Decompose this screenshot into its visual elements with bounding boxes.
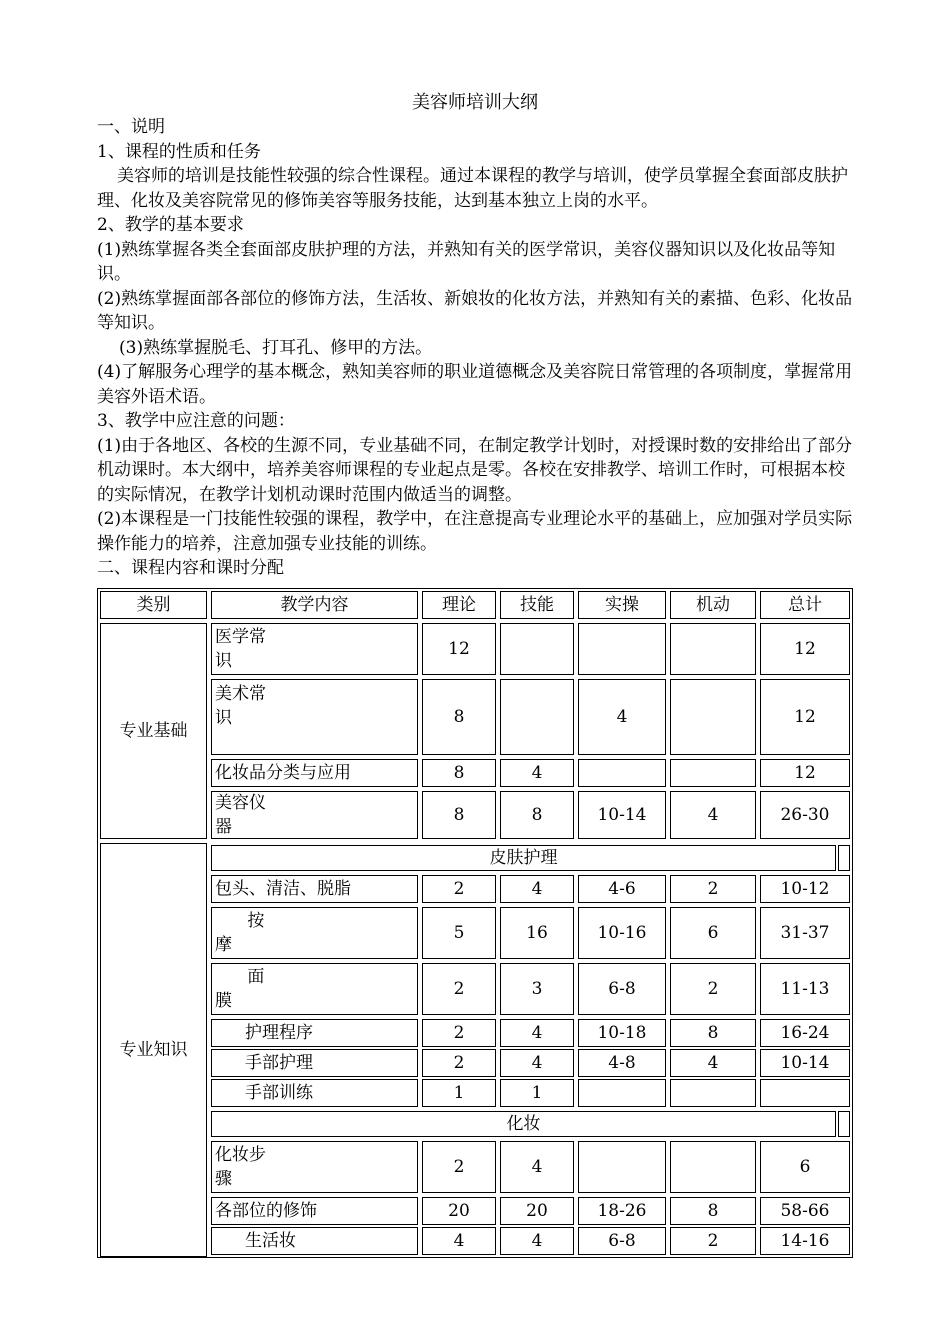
total-cell: 16-24 (760, 1019, 850, 1047)
paragraph: (3)熟练掌握脱毛、打耳孔、修甲的方法。 (119, 337, 433, 358)
flex-cell (670, 1079, 756, 1107)
total-cell: 12 (760, 679, 850, 755)
content-cell: 医学常 识 (211, 623, 418, 675)
skill-cell: 16 (500, 907, 574, 959)
flex-cell: 8 (670, 1197, 756, 1225)
content-cell: 面 膜 (211, 963, 418, 1015)
content-cell: 美容仪 器 (211, 791, 418, 839)
theory-cell: 4 (422, 1227, 496, 1255)
content-cell: 化妆步 骤 (211, 1141, 418, 1193)
practice-cell: 6-8 (578, 1227, 666, 1255)
practice-cell: 4-6 (578, 875, 666, 903)
document-body (97, 115, 857, 581)
content-cell: 各部位的修饰 (211, 1197, 418, 1225)
practice-cell: 6-8 (578, 963, 666, 1015)
course-hours-table (97, 588, 853, 1258)
header-content: 教学内容 (211, 591, 418, 619)
practice-cell: 4-8 (578, 1049, 666, 1077)
total-cell: 26-30 (760, 791, 850, 839)
skill-cell: 4 (500, 759, 574, 787)
practice-cell (578, 759, 666, 787)
skill-cell: 4 (500, 875, 574, 903)
flex-cell: 6 (670, 907, 756, 959)
skill-cell: 1 (500, 1079, 574, 1107)
theory-cell: 8 (422, 759, 496, 787)
total-cell: 58-66 (760, 1197, 850, 1225)
section-header: 化妆 (211, 1111, 836, 1137)
theory-cell: 8 (422, 791, 496, 839)
skill-cell: 3 (500, 963, 574, 1015)
flex-cell: 4 (670, 791, 756, 839)
total-cell (760, 1079, 850, 1107)
header-theory: 理论 (422, 591, 496, 619)
section-stub (838, 845, 850, 871)
paragraph: (1)熟练掌握各类全套面部皮肤护理的方法，并熟知有关的医学常识，美容仪器知识以及化妆品等知识。 (97, 239, 836, 284)
practice-cell: 10-18 (578, 1019, 666, 1047)
paragraph: (4)了解服务心理学的基本概念，熟知美容师的职业道德概念及美容院日常管理的各项制度，掌握常用美容外语术语。 (97, 362, 853, 407)
theory-cell: 2 (422, 963, 496, 1015)
content-cell: 手部护理 (211, 1049, 418, 1077)
content-cell: 包头、清洁、脱脂 (211, 875, 418, 903)
practice-cell (578, 1141, 666, 1193)
header-practice: 实操 (578, 591, 666, 619)
skill-cell (500, 623, 574, 675)
skill-cell: 4 (500, 1141, 574, 1193)
skill-cell: 20 (500, 1197, 574, 1225)
total-cell: 12 (760, 759, 850, 787)
skill-cell: 8 (500, 791, 574, 839)
document-title: 美容师培训大纲 (412, 92, 538, 113)
theory-cell: 8 (422, 679, 496, 755)
content-cell: 按 摩 (211, 907, 418, 959)
category-cell: 专业知识 (100, 843, 207, 1257)
theory-cell: 12 (422, 623, 496, 675)
header-flex: 机动 (670, 591, 756, 619)
category-cell: 专业基础 (100, 623, 207, 839)
skill-cell (500, 679, 574, 755)
content-cell: 生活妆 (211, 1227, 418, 1255)
content-cell: 手部训练 (211, 1079, 418, 1107)
theory-cell: 20 (422, 1197, 496, 1225)
header-total: 总计 (760, 591, 850, 619)
theory-cell: 5 (422, 907, 496, 959)
flex-cell: 8 (670, 1019, 756, 1047)
flex-cell: 2 (670, 875, 756, 903)
flex-cell (670, 759, 756, 787)
theory-cell: 2 (422, 1141, 496, 1193)
content-cell: 化妆品分类与应用 (211, 759, 418, 787)
section-heading: 一、说明 (97, 117, 165, 137)
total-cell: 11-13 (760, 963, 850, 1015)
paragraph: 美容师的培训是技能性较强的综合性课程。通过本课程的教学与培训，使学员掌握全套面部皮肤护理、化妆及美容院常见的修饰美容等服务技能，达到基本独立上岗的水平。 (97, 166, 848, 211)
paragraph: (2)熟练掌握面部各部位的修饰方法，生活妆、新娘妆的化妆方法，并熟知有关的素描、色彩、化妆品等知识。 (97, 288, 853, 333)
flex-cell: 2 (670, 963, 756, 1015)
skill-cell: 4 (500, 1227, 574, 1255)
practice-cell: 18-26 (578, 1197, 666, 1225)
section-stub (838, 1111, 850, 1137)
theory-cell: 2 (422, 1049, 496, 1077)
practice-cell (578, 623, 666, 675)
practice-cell: 10-16 (578, 907, 666, 959)
header-skill: 技能 (500, 591, 574, 619)
total-cell: 6 (760, 1141, 850, 1193)
theory-cell: 2 (422, 875, 496, 903)
theory-cell: 1 (422, 1079, 496, 1107)
flex-cell (670, 623, 756, 675)
paragraph: (2)本课程是一门技能性较强的课程，教学中，在注意提高专业理论水平的基础上，应加强对学员实际操作能力的培养，注意加强专业技能的训练。 (97, 509, 853, 554)
flex-cell: 4 (670, 1049, 756, 1077)
flex-cell (670, 679, 756, 755)
practice-cell (578, 1079, 666, 1107)
subsection-heading: 1、课程的性质和任务 (97, 141, 261, 162)
practice-cell: 4 (578, 679, 666, 755)
skill-cell: 4 (500, 1019, 574, 1047)
total-cell: 14-16 (760, 1227, 850, 1255)
subsection-heading: 2、教学的基本要求 (97, 215, 244, 235)
total-cell: 31-37 (760, 907, 850, 959)
subsection-heading: 3、教学中应注意的问题： (97, 411, 295, 431)
theory-cell: 2 (422, 1019, 496, 1047)
skill-cell: 4 (500, 1049, 574, 1077)
flex-cell: 2 (670, 1227, 756, 1255)
practice-cell: 10-14 (578, 791, 666, 839)
flex-cell (670, 1141, 756, 1193)
header-category: 类别 (100, 591, 207, 619)
section-header: 皮肤护理 (211, 845, 836, 871)
paragraph: (1)由于各地区、各校的生源不同，专业基础不同，在制定教学计划时，对授课时数的安排给出了部分机动课时。本大纲中，培养美容师课程的专业起点是零。各校在安排教学、培训工作时，可根据本校的实际情况，在教学计划机动课时范围内做适当的调整。 (97, 435, 853, 505)
content-cell: 美术常 识 (211, 679, 418, 755)
content-cell: 护理程序 (211, 1019, 418, 1047)
section-heading: 二、课程内容和课时分配 (97, 558, 284, 578)
total-cell: 10-14 (760, 1049, 850, 1077)
total-cell: 12 (760, 623, 850, 675)
total-cell: 10-12 (760, 875, 850, 903)
